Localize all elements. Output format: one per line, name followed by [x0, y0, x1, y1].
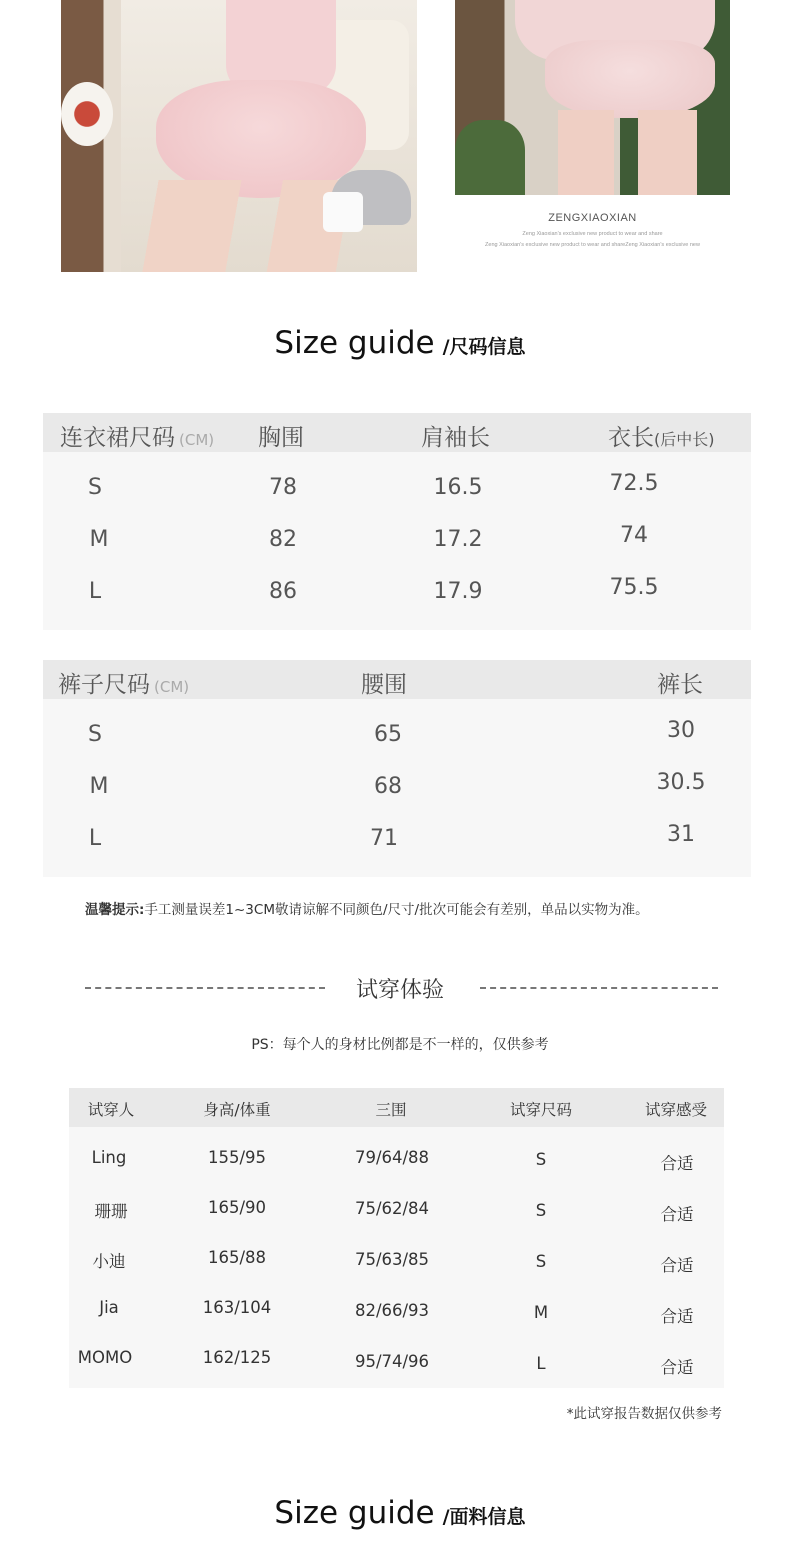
dress-size-table — [43, 413, 751, 630]
size-guide-heading: Size guide — [274, 325, 435, 361]
tip-label: 温馨提示: — [85, 902, 145, 918]
tryon-cell: 165/90 — [207, 1198, 267, 1217]
tryon-cell: 163/104 — [202, 1298, 272, 1317]
tryon-header-measurements: 三围 — [375, 1101, 407, 1119]
tryon-cell: 95/74/96 — [354, 1352, 430, 1371]
tryon-cell: 155/95 — [207, 1148, 267, 1167]
tryon-cell: 合适 — [660, 1307, 694, 1326]
pants-cell: 31 — [667, 822, 695, 847]
tryon-ps-note: PS：每个人的身材比例都是不一样的，仅供参考 — [251, 1037, 549, 1053]
tryon-cell: S — [535, 1252, 547, 1271]
tryon-cell: S — [535, 1150, 547, 1169]
dress-header-size: 连衣裙尺码 (CM) — [60, 425, 215, 451]
product-photo-shorts — [455, 0, 730, 195]
dress-cell: 72.5 — [609, 471, 659, 496]
tryon-cell: 小迪 — [92, 1252, 126, 1271]
dress-cell: L — [88, 579, 102, 604]
pants-cell: M — [89, 774, 109, 799]
dress-header-bust: 胸围 — [258, 425, 304, 451]
pants-cell: 68 — [374, 774, 402, 799]
dress-cell: 75.5 — [609, 575, 659, 600]
tryon-cell: S — [535, 1201, 547, 1220]
size-guide-subheading: /尺码信息 — [442, 336, 526, 358]
tryon-cell: 82/66/93 — [354, 1301, 430, 1320]
product-photo-dress — [61, 0, 417, 272]
tryon-cell: 79/64/88 — [354, 1148, 430, 1167]
brand-tagline: Zeng Xiaoxian's exclusive new product to wear and share — [522, 231, 663, 237]
pants-header-size: 裤子尺码 (CM) — [58, 672, 190, 698]
tryon-header-height-weight: 身高/体重 — [203, 1101, 271, 1119]
fabric-guide-heading: Size guide — [274, 1495, 435, 1531]
tryon-cell: 75/63/85 — [354, 1250, 430, 1269]
pants-cell: 71 — [370, 826, 398, 851]
pants-cell: L — [88, 826, 102, 851]
brand-name: ZENGXIAOXIAN — [548, 212, 637, 224]
dress-cell: 17.2 — [433, 527, 483, 552]
tryon-cell: 珊珊 — [94, 1202, 128, 1221]
tryon-header-size: 试穿尺码 — [509, 1101, 573, 1119]
dress-cell: 78 — [269, 475, 297, 500]
pants-cell: 30.5 — [656, 770, 706, 795]
tryon-cell: 75/62/84 — [354, 1199, 430, 1218]
pants-size-table — [43, 660, 751, 877]
pants-cell: 65 — [374, 722, 402, 747]
dress-header-length: 衣长(后中长) — [608, 425, 715, 451]
tryon-header-feel: 试穿感受 — [644, 1101, 708, 1119]
divider-right — [480, 987, 718, 989]
dress-cell: 86 — [269, 579, 297, 604]
tryon-cell: MOMO — [77, 1348, 133, 1367]
dress-cell: 17.9 — [433, 579, 483, 604]
fabric-guide-subheading: /面料信息 — [442, 1506, 526, 1528]
tryon-cell: Jia — [99, 1298, 119, 1317]
tryon-cell: 合适 — [660, 1256, 694, 1275]
pants-cell: S — [88, 722, 102, 747]
tryon-title: 试穿体验 — [355, 978, 444, 1003]
tryon-cell: L — [536, 1354, 546, 1373]
tryon-cell: Ling — [91, 1148, 127, 1167]
pants-cell: 30 — [667, 718, 695, 743]
tryon-cell: 162/125 — [202, 1348, 272, 1367]
dress-cell: M — [89, 527, 109, 552]
tryon-cell: M — [533, 1303, 549, 1322]
tryon-cell: 合适 — [660, 1154, 694, 1173]
dress-cell: 74 — [620, 523, 648, 548]
dress-header-shoulder-sleeve: 肩袖长 — [421, 425, 490, 451]
pants-header-waist: 腰围 — [361, 672, 407, 698]
pants-header-length: 裤长 — [657, 672, 703, 698]
fabric-guide-title — [0, 1495, 800, 1531]
dress-cell: S — [88, 475, 102, 500]
tryon-disclaimer: *此试穿报告数据仅供参考 — [566, 1406, 722, 1422]
dress-cell: 82 — [269, 527, 297, 552]
tryon-header-person: 试穿人 — [87, 1101, 135, 1119]
brand-tagline-repeat: Zeng Xiaoxian's exclusive new product to wear and shareZeng Xiaoxian's exclusive new — [485, 242, 700, 248]
size-guide-title — [0, 325, 800, 361]
tryon-cell: 合适 — [660, 1205, 694, 1224]
dress-cell: 16.5 — [433, 475, 483, 500]
tryon-cell: 合适 — [660, 1358, 694, 1377]
tip-text: 手工测量误差1~3CM敬请谅解不同颜色/尺寸/批次可能会有差别，单品以实物为准。 — [144, 902, 649, 918]
tryon-table — [69, 1088, 724, 1388]
measurement-tip — [85, 898, 649, 918]
tryon-cell: 165/88 — [207, 1248, 267, 1267]
